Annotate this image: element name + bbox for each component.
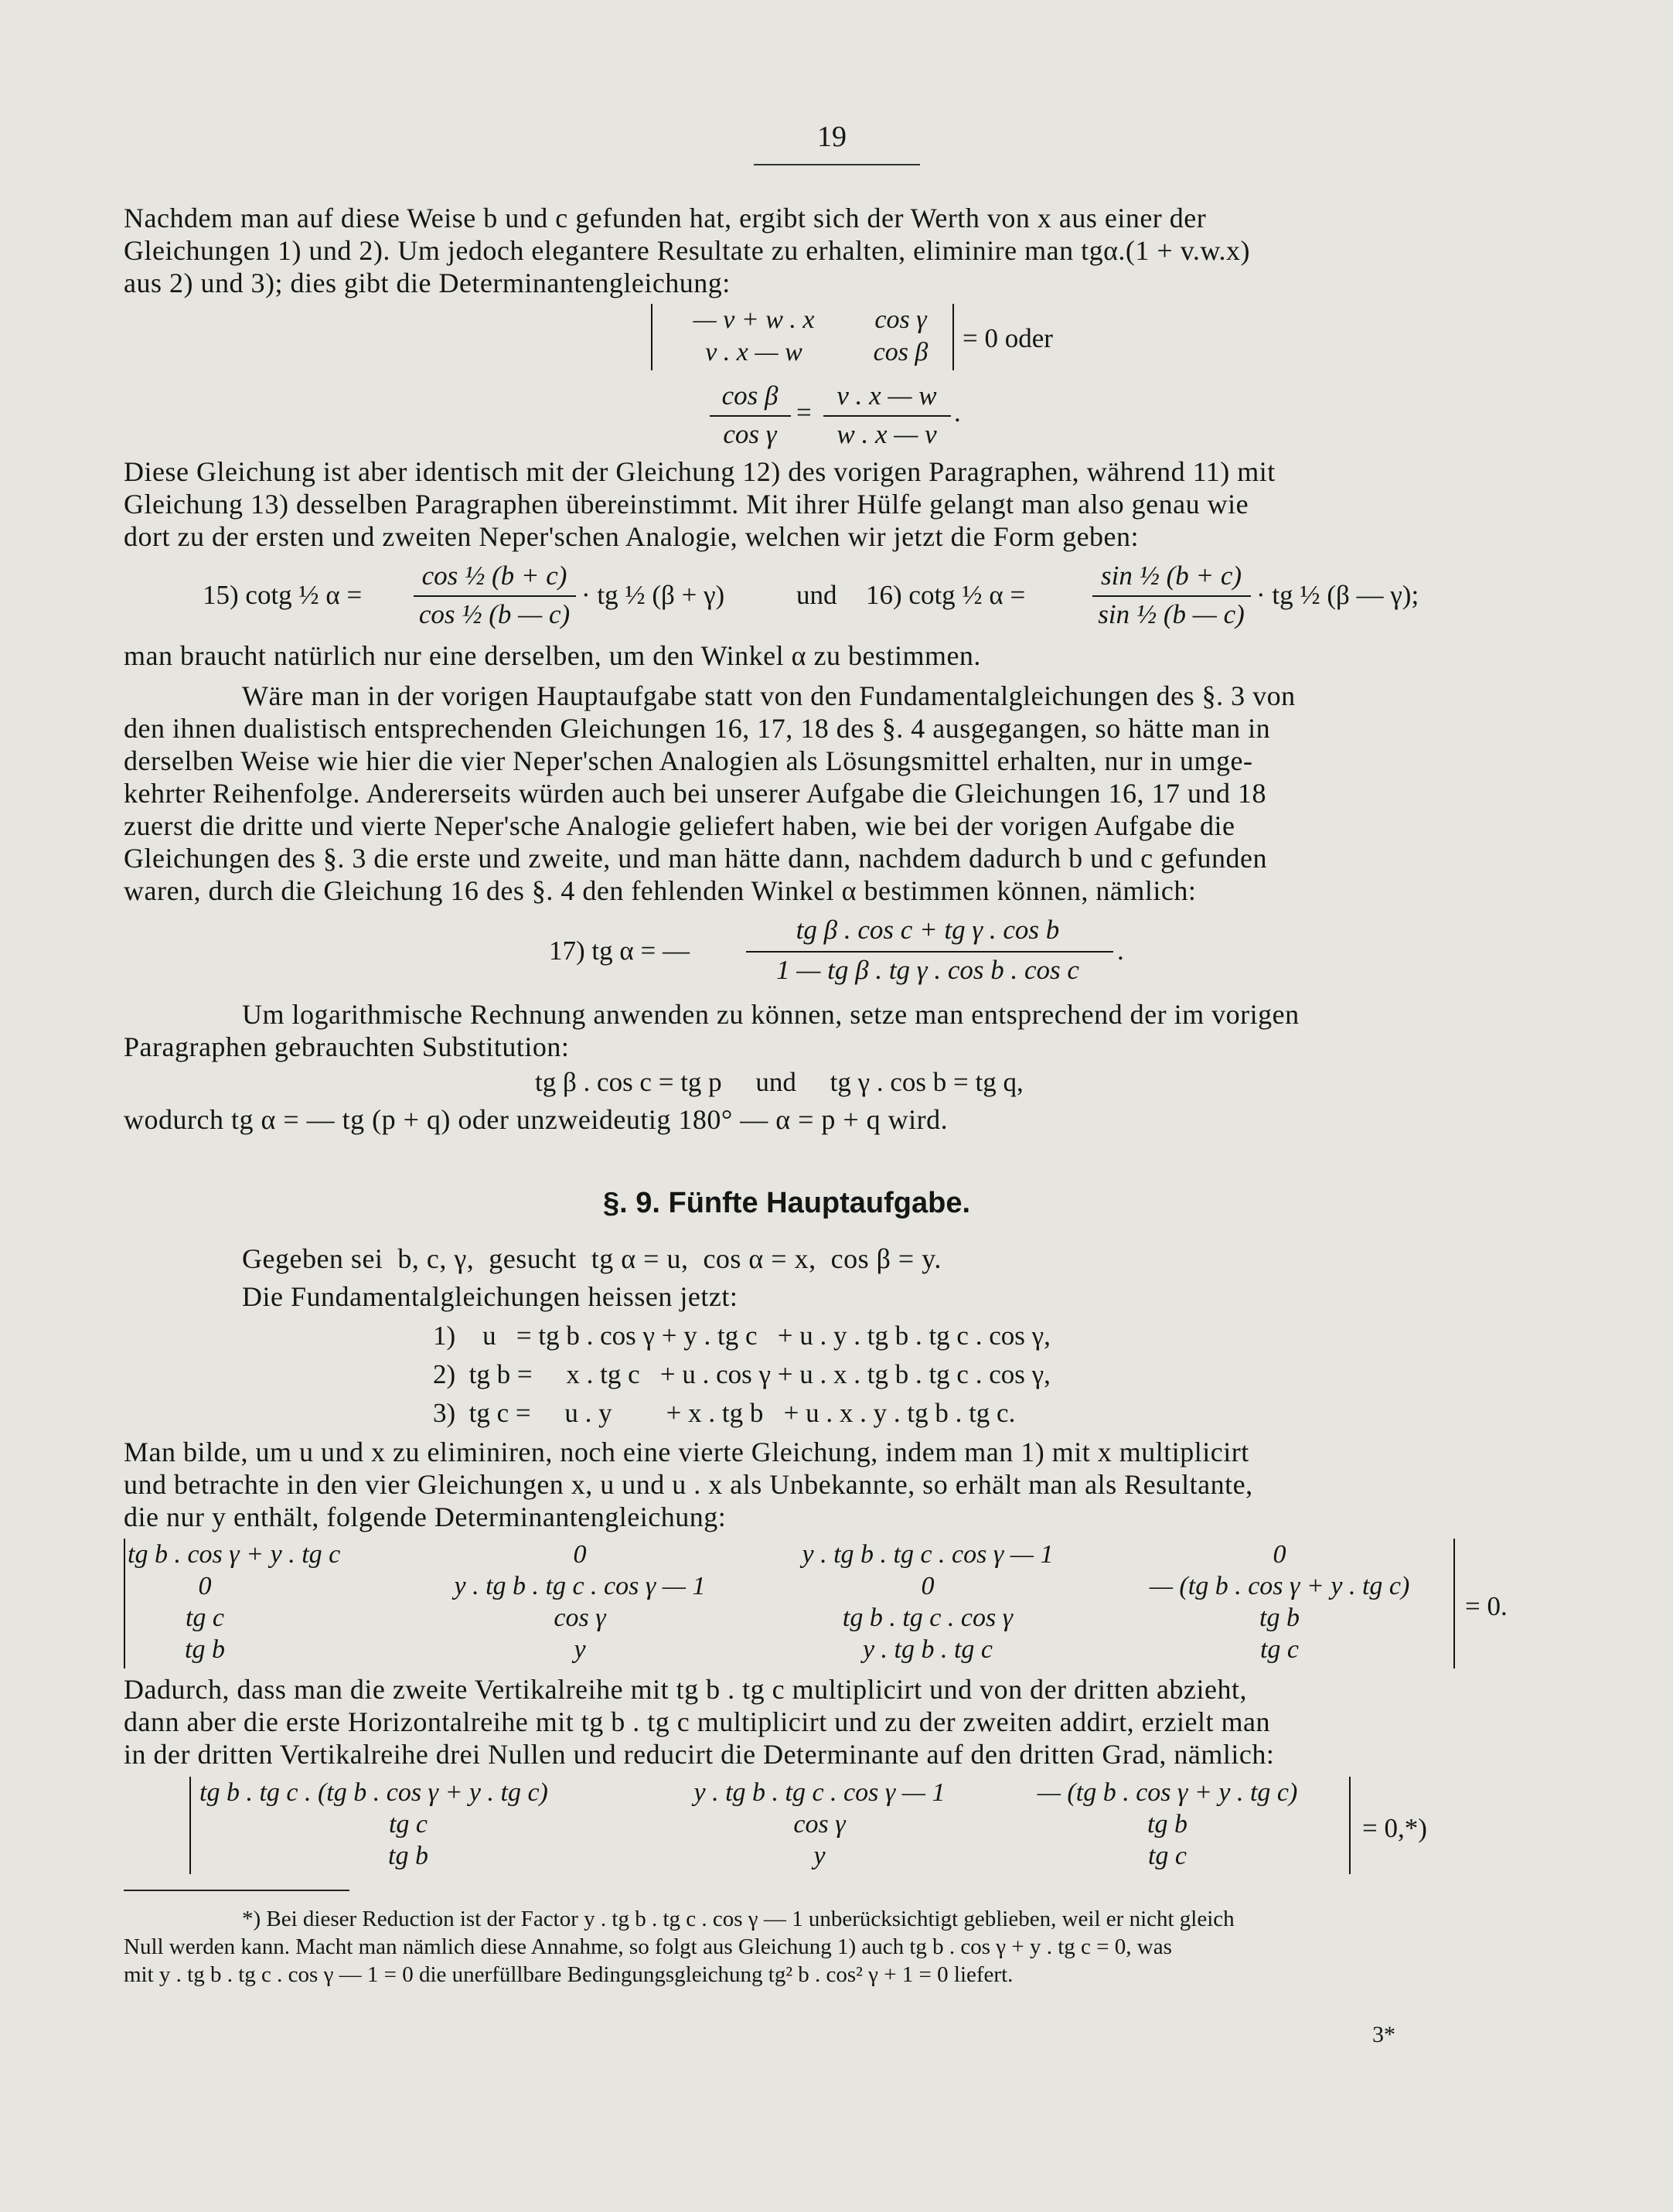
para1-line2: Gleichungen 1) und 2). Um jedoch elegantere Resultate zu erhalten, eliminire man tgα.(1 + v.w.x) xyxy=(124,235,1251,266)
section-title: §. 9. Fünfte Hauptaufgabe. xyxy=(603,1187,971,1219)
para2-line2: Gleichung 13) desselben Paragraphen übereinstimmt. Mit ihrer Hülfe gelangt man also genau wie xyxy=(124,489,1249,520)
det1-right-bar xyxy=(952,304,954,370)
det1-end: . xyxy=(954,397,961,428)
eq16-tail: · tg ½ (β — γ); xyxy=(1256,580,1419,610)
para4-line7: waren, durch die Gleichung 16 des §. 4 den fehlenden Winkel α bestimmen können, nämlich: xyxy=(124,875,1197,906)
eq17-num: tg β . cos c + tg γ . cos b xyxy=(796,915,1060,945)
eq15-label: 15) cotg ½ α = xyxy=(203,580,363,610)
footnote-line3: mit y . tg b . tg c . cos γ — 1 = 0 die unerfüllbare Bedingungsgleichung tg² b . cos² γ + 1 = 0 liefert. xyxy=(124,1962,1014,1987)
det3-r0c2: — (tg b . cos γ + y . tg c) xyxy=(1037,1778,1298,1807)
para4-line5: zuerst die dritte und vierte Neper'sche Analogie geliefert haben, wie bei der vorigen Aufgabe die xyxy=(124,810,1235,841)
page-number: 19 xyxy=(817,121,847,153)
det4-right-bar xyxy=(1453,1539,1455,1668)
para4-line3: derselben Weise wie hier die vier Neper'schen Analogien als Lösungsmittel erhalten, nur in umge- xyxy=(124,745,1253,776)
para7-line1: Man bilde, um u und x zu eliminiren, noch eine vierte Gleichung, indem man 1) mit x multiplicirt xyxy=(124,1437,1249,1467)
substitution: tg β . cos c = tg p und tg γ . cos b = tg q, xyxy=(535,1067,1024,1097)
det1-frac-left-den: cos γ xyxy=(723,419,777,449)
det4-r2c2: tg b . tg c . cos γ xyxy=(842,1604,1014,1632)
para4-line1: Wäre man in der vorigen Hauptaufgabe statt von den Fundamentalgleichungen des §. 3 von xyxy=(242,680,1296,711)
eq15-num: cos ½ (b + c) xyxy=(421,561,567,591)
det3-right-bar xyxy=(1349,1777,1351,1874)
det1-rhs: = 0 oder xyxy=(963,323,1053,353)
eq17-den: 1 — tg β . tg γ . cos b . cos c xyxy=(776,955,1079,985)
det3-r2c1: y xyxy=(813,1842,826,1870)
para7-line3: die nur y enthält, folgende Determinantengleichung: xyxy=(124,1501,727,1532)
det1-r2c2: cos β xyxy=(873,338,928,366)
header-rule xyxy=(754,164,920,165)
det4-r1c0: 0 xyxy=(198,1572,212,1600)
det4-r2c3: tg b xyxy=(1259,1604,1300,1632)
signature-mark: 3* xyxy=(1372,2022,1395,2047)
eq16-den: sin ½ (b — c) xyxy=(1098,599,1245,629)
para5-line1: Um logarithmische Rechnung anwenden zu können, setze man entsprechend der im vorigen xyxy=(242,999,1300,1030)
det3-left-bar xyxy=(189,1777,191,1874)
para4-line4: kehrter Reihenfolge. Andererseits würden auch bei unserer Aufgabe die Gleichungen 16, 17 und 18 xyxy=(124,778,1267,809)
det3-r1c2: tg b xyxy=(1147,1810,1187,1839)
para6: wodurch tg α = — tg (p + q) oder unzweideutig 180° — α = p + q wird. xyxy=(124,1104,949,1135)
para1-line1: Nachdem man auf diese Weise b und c gefunden hat, ergibt sich der Werth von x aus einer der xyxy=(124,203,1207,233)
det3-r0c0: tg b . tg c . (tg b . cos γ + y . tg c) xyxy=(199,1778,548,1807)
eq-und: und xyxy=(796,580,837,610)
footnote-line1: *) Bei dieser Reduction ist der Factor y . tg b . tg c . cos γ — 1 unberücksichtigt geblieben, weil er nicht gleich xyxy=(242,1907,1235,1931)
eq15-bar xyxy=(414,595,576,597)
det1-r1c2: cos γ xyxy=(874,305,927,334)
det3-r1c1: cos γ xyxy=(793,1810,846,1839)
para5-line2: Paragraphen gebrauchten Substitution: xyxy=(124,1031,570,1062)
fund-eq-3: 3) tg c = u . y + x . tg b + u . x . y . tg b . tg c. xyxy=(433,1398,1016,1428)
det4-r2c0: tg c xyxy=(185,1604,225,1632)
det4-r1c1: y . tg b . tg c . cos γ — 1 xyxy=(454,1572,706,1600)
det4-r1c3: — (tg b . cos γ + y . tg c) xyxy=(1149,1572,1410,1600)
det3-r0c1: y . tg b . tg c . cos γ — 1 xyxy=(693,1778,946,1807)
det1-frac-right-den: w . x — v xyxy=(836,419,937,449)
para4-line6: Gleichungen des §. 3 die erste und zweite, und man hätte dann, nachdem dadurch b und c gefunden xyxy=(124,843,1268,874)
para7-line2: und betrachte in den vier Gleichungen x, u und u . x als Unbekannte, so erhält man als Resultante, xyxy=(124,1469,1253,1500)
fund-eq-2: 2) tg b = x . tg c + u . cos γ + u . x . tg b . tg c . cos γ, xyxy=(433,1359,1051,1389)
det1-frac-left-bar xyxy=(710,415,791,417)
det4-r0c3: 0 xyxy=(1273,1540,1286,1569)
eq15-den: cos ½ (b — c) xyxy=(418,599,571,629)
det4-r0c1: 0 xyxy=(573,1540,587,1569)
para8-line2: dann aber die erste Horizontalreihe mit tg b . tg c multiplicirt und zu der zweiten addirt, erzielt man xyxy=(124,1706,1270,1737)
det4-r0c2: y . tg b . tg c . cos γ — 1 xyxy=(802,1540,1054,1569)
det3-r1c0: tg c xyxy=(388,1810,428,1839)
para1-line3: aus 2) und 3); dies gibt die Determinantengleichung: xyxy=(124,268,731,298)
det4-r3c0: tg b xyxy=(185,1635,225,1664)
footnote-line2: Null werden kann. Macht man nämlich diese Annahme, so folgt aus Gleichung 1) auch tg b . cos γ + y . tg c = 0, was xyxy=(124,1934,1172,1959)
para2-line3: dort zu der ersten und zweiten Neper'schen Analogie, welchen wir jetzt die Form geben: xyxy=(124,521,1140,552)
det1-frac-left-num: cos β xyxy=(721,380,779,411)
det1-left-bar xyxy=(651,304,653,370)
det3-r2c2: tg c xyxy=(1147,1842,1187,1870)
det1-frac-right-num: v . x — w xyxy=(836,380,937,411)
footnote-rule xyxy=(124,1890,349,1891)
eq17-bar xyxy=(746,951,1113,953)
para3: man braucht natürlich nur eine derselben, um den Winkel α zu bestimmen. xyxy=(124,640,981,671)
det4-r3c1: y xyxy=(574,1635,586,1664)
para4-line2: den ihnen dualistisch entsprechenden Gleichungen 16, 17, 18 des §. 4 ausgegangen, so hätte man in xyxy=(124,713,1271,744)
given-line: Gegeben sei b, c, γ, gesucht tg α = u, cos α = x, cos β = y. xyxy=(242,1243,942,1274)
fund-intro: Die Fundamentalgleichungen heissen jetzt: xyxy=(242,1281,738,1312)
det1-frac-right-bar xyxy=(823,415,951,417)
eq17-end: . xyxy=(1117,936,1124,966)
det1-r1c1: — v + w . x xyxy=(693,305,815,334)
det4-r2c1: cos γ xyxy=(554,1604,606,1632)
det4-left-bar xyxy=(124,1539,125,1668)
det4-r1c2: 0 xyxy=(921,1572,935,1600)
eq15-tail: · tg ½ (β + γ) xyxy=(581,580,725,610)
det3-r2c0: tg b xyxy=(388,1842,428,1870)
det3-rhs: = 0,*) xyxy=(1362,1813,1427,1843)
det4-r0c0: tg b . cos γ + y . tg c xyxy=(128,1540,341,1569)
para8-line1: Dadurch, dass man die zweite Vertikalreihe mit tg b . tg c multiplicirt und von der dritten abzieht, xyxy=(124,1674,1247,1705)
para2-line1: Diese Gleichung ist aber identisch mit der Gleichung 12) des vorigen Paragraphen, während 11) mit xyxy=(124,456,1276,487)
det4-r3c2: y . tg b . tg c xyxy=(862,1635,993,1664)
det4-r3c3: tg c xyxy=(1259,1635,1300,1664)
eq16-label: 16) cotg ½ α = xyxy=(866,580,1026,610)
det1-r2c1: v . x — w xyxy=(705,338,802,366)
eq16-num: sin ½ (b + c) xyxy=(1100,561,1242,591)
det1-eq: = xyxy=(796,397,812,428)
para8-line3: in der dritten Vertikalreihe drei Nullen und reducirt die Determinante auf den dritten Grad, nämlich: xyxy=(124,1739,1275,1770)
eq17-label: 17) tg α = — xyxy=(549,936,690,966)
eq16-bar xyxy=(1092,595,1251,597)
fund-eq-1: 1) u = tg b . cos γ + y . tg c + u . y . tg b . tg c . cos γ, xyxy=(433,1321,1051,1351)
det4-rhs: = 0. xyxy=(1465,1591,1508,1621)
